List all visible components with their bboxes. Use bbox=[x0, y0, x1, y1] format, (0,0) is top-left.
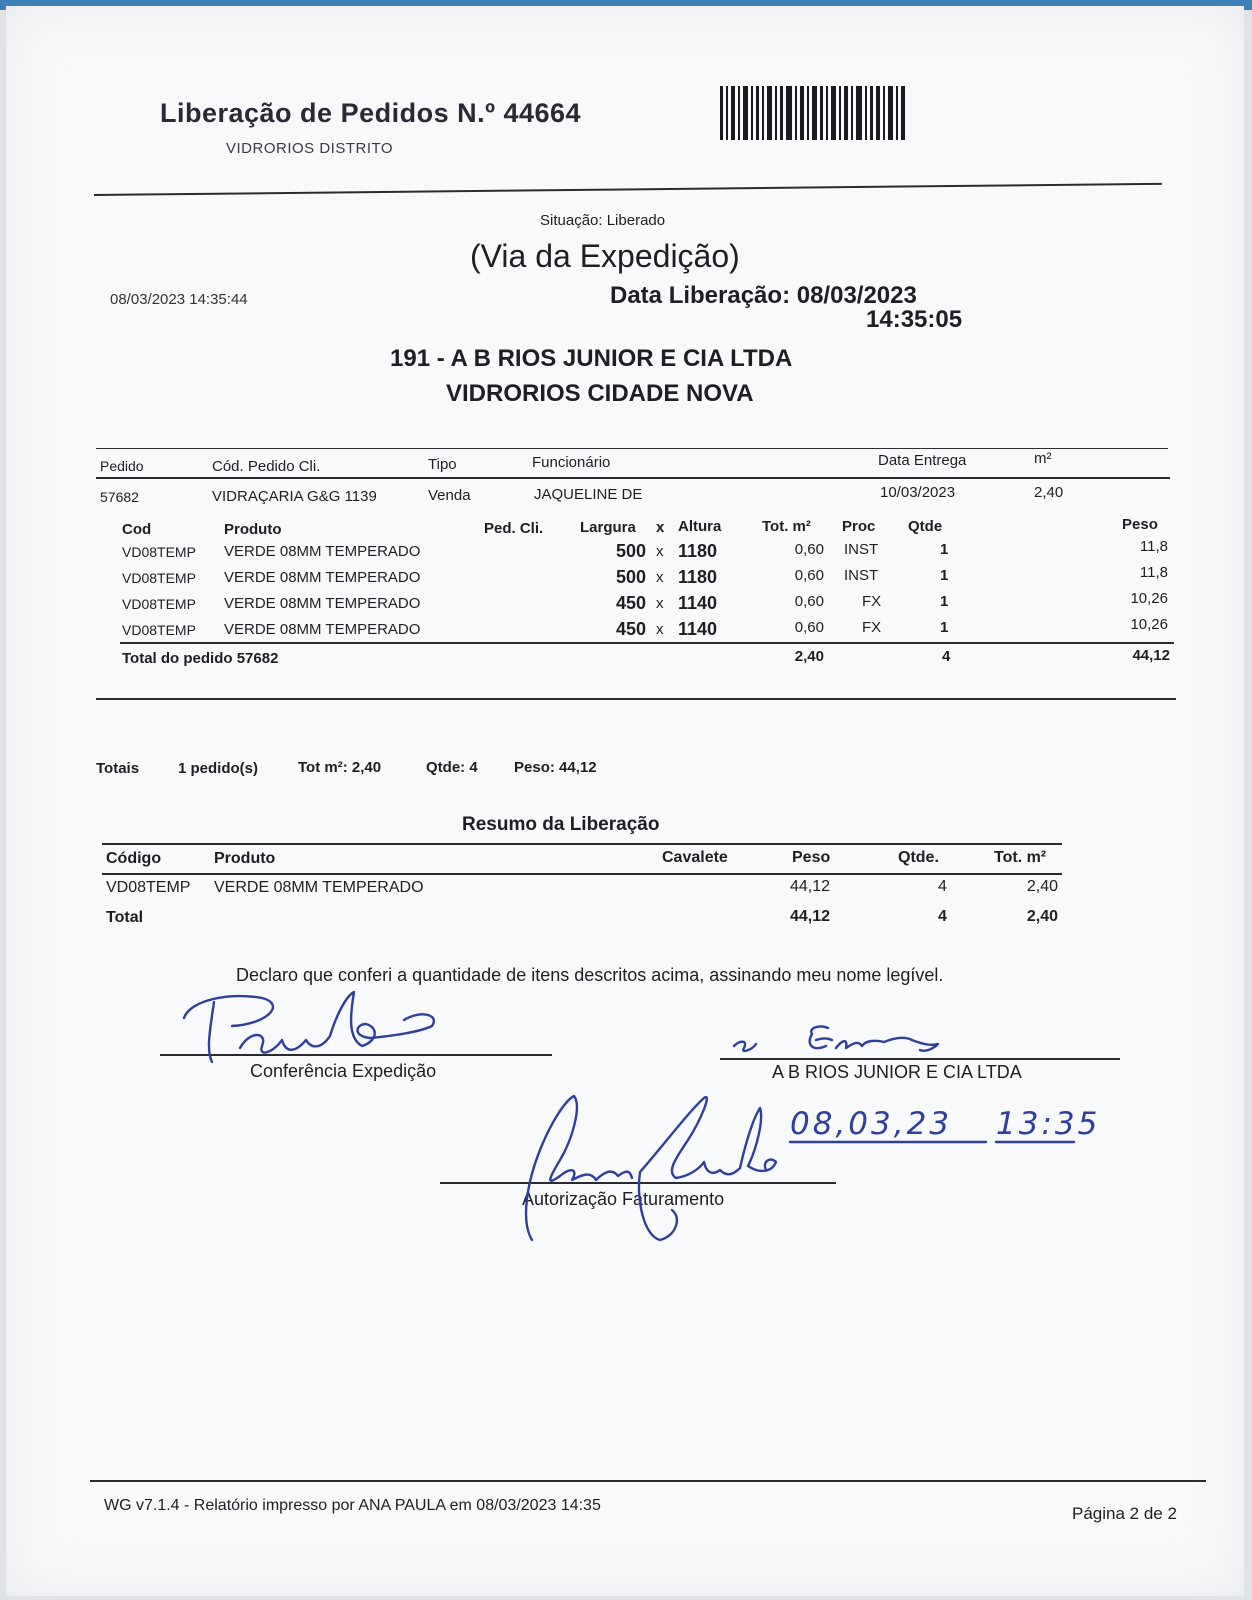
delivery-date: 10/03/2023 bbox=[880, 484, 956, 501]
document-title: Liberação de Pedidos N.º 44664 bbox=[160, 98, 582, 128]
item-1-qtde: 1 bbox=[940, 541, 949, 558]
signature-line-cliente bbox=[720, 1058, 1120, 1060]
printed-timestamp: 08/03/2023 14:35:44 bbox=[110, 291, 248, 308]
item-2-altura: 1180 bbox=[678, 567, 718, 587]
handwritten-date: 08,03,23 bbox=[790, 1106, 953, 1142]
item-2-x: x bbox=[656, 569, 664, 586]
header-pedido: Pedido bbox=[100, 458, 144, 474]
item-4-qtde: 1 bbox=[940, 619, 949, 636]
summary-total-label: Total bbox=[106, 909, 144, 926]
item-1-proc: INST bbox=[844, 541, 879, 558]
item-3-produto: VERDE 08MM TEMPERADO bbox=[224, 595, 421, 612]
summary-header-produto: Produto bbox=[214, 850, 276, 867]
signature-label-cliente: A B RIOS JUNIOR E CIA LTDA bbox=[772, 1062, 1022, 1082]
items-header-proc: Proc bbox=[842, 518, 876, 535]
items-header-peso: Peso bbox=[1122, 516, 1158, 533]
handwritten-time: 13:35 bbox=[996, 1106, 1101, 1142]
item-2-cod: VD08TEMP bbox=[122, 570, 196, 586]
item-4-produto: VERDE 08MM TEMPERADO bbox=[224, 621, 421, 638]
company-name: VIDRORIOS DISTRITO bbox=[226, 140, 394, 157]
summary-row-qtde: 4 bbox=[938, 878, 947, 895]
totals-orders: 1 pedido(s) bbox=[178, 760, 259, 777]
order-m2: 2,40 bbox=[1034, 484, 1064, 501]
order-header-rule bbox=[96, 477, 1170, 479]
order-total-peso: 44,12 bbox=[1132, 647, 1170, 664]
summary-header-qtde: Qtde. bbox=[898, 849, 939, 866]
item-3-peso: 10,26 bbox=[1130, 590, 1168, 607]
summary-header-rule bbox=[102, 873, 1062, 875]
items-bottom-rule bbox=[96, 698, 1176, 700]
items-total-rule bbox=[120, 642, 1174, 644]
item-3-tot-m2: 0,60 bbox=[794, 593, 824, 610]
summary-row-codigo: VD08TEMP bbox=[106, 879, 191, 896]
summary-total-qtde: 4 bbox=[938, 908, 947, 925]
item-3-qtde: 1 bbox=[940, 593, 949, 610]
header-m2: m² bbox=[1034, 450, 1052, 467]
items-header-x: x bbox=[656, 519, 665, 536]
release-date: Data Liberação: 08/03/2023 bbox=[610, 282, 917, 309]
items-header-cod: Cod bbox=[122, 521, 152, 538]
summary-header-tot-m2: Tot. m² bbox=[994, 849, 1047, 866]
order-type: Venda bbox=[428, 487, 471, 504]
order-total-qtde: 4 bbox=[942, 648, 951, 665]
summary-total-tot-m2: 2,40 bbox=[1026, 908, 1058, 925]
copy-label: (Via da Expedição) bbox=[470, 238, 740, 274]
status-text: Situação: Liberado bbox=[540, 212, 666, 229]
signature-label-autorizacao: Autorização Faturamento bbox=[522, 1189, 725, 1209]
item-2-qtde: 1 bbox=[940, 567, 949, 584]
items-header-qtde: Qtde bbox=[908, 518, 943, 535]
summary-row-produto: VERDE 08MM TEMPERADO bbox=[214, 879, 424, 896]
item-1-peso: 11,8 bbox=[1139, 538, 1168, 555]
item-2-produto: VERDE 08MM TEMPERADO bbox=[224, 569, 421, 586]
item-1-largura: 500 bbox=[615, 541, 646, 561]
summary-header-peso: Peso bbox=[792, 849, 831, 866]
items-header-altura: Altura bbox=[678, 518, 722, 535]
item-3-cod: VD08TEMP bbox=[122, 596, 196, 612]
item-2-largura: 500 bbox=[615, 567, 646, 587]
summary-header-codigo: Código bbox=[106, 850, 162, 867]
item-3-largura: 450 bbox=[615, 593, 646, 613]
header-funcionario: Funcionário bbox=[532, 454, 611, 471]
item-4-largura: 450 bbox=[615, 619, 646, 639]
footer-rule bbox=[90, 1480, 1206, 1482]
summary-row-tot-m2: 2,40 bbox=[1026, 878, 1058, 895]
item-1-cod: VD08TEMP bbox=[122, 544, 196, 560]
signature-label-conferencia: Conferência Expedição bbox=[250, 1061, 437, 1081]
employee-name: JAQUELINE DE bbox=[534, 486, 643, 503]
header-tipo: Tipo bbox=[428, 456, 457, 473]
item-2-peso: 11,8 bbox=[1139, 564, 1168, 581]
item-4-peso: 10,26 bbox=[1130, 616, 1168, 633]
summary-total-peso: 44,12 bbox=[790, 908, 831, 925]
declaration-text: Declaro que conferi a quantidade de itens descritos acima, assinando meu nome legível. bbox=[236, 965, 944, 985]
release-time: 14:35:05 bbox=[866, 306, 963, 333]
item-4-x: x bbox=[656, 621, 664, 638]
item-4-proc: FX bbox=[862, 619, 882, 636]
item-1-altura: 1180 bbox=[678, 541, 718, 561]
signature-line-autorizacao bbox=[440, 1182, 836, 1184]
barcode-image bbox=[720, 86, 910, 140]
summary-title: Resumo da Liberação bbox=[462, 814, 660, 835]
summary-header-cavalete: Cavalete bbox=[662, 849, 728, 866]
item-1-tot-m2: 0,60 bbox=[794, 541, 824, 558]
item-1-produto: VERDE 08MM TEMPERADO bbox=[224, 543, 421, 560]
totals-label: Totais bbox=[96, 760, 140, 777]
summary-row-peso: 44,12 bbox=[790, 878, 831, 895]
header-cod-pedido-cli: Cód. Pedido Cli. bbox=[212, 458, 321, 475]
items-header-ped-cli: Ped. Cli. bbox=[484, 520, 544, 537]
client-name: 191 - A B RIOS JUNIOR E CIA LTDA bbox=[390, 345, 793, 372]
order-number: 57682 bbox=[100, 489, 139, 505]
item-3-proc: FX bbox=[862, 593, 882, 610]
order-total-label: Total do pedido 57682 bbox=[122, 650, 279, 667]
totals-peso: Peso: 44,12 bbox=[514, 759, 597, 776]
totals-m2: Tot m²: 2,40 bbox=[298, 759, 382, 776]
summary-top-rule bbox=[102, 843, 1062, 845]
order-total-m2: 2,40 bbox=[794, 648, 824, 665]
items-header-produto: Produto bbox=[224, 521, 282, 538]
item-1-x: x bbox=[656, 543, 664, 560]
client-order-code: VIDRAÇARIA G&G 1139 bbox=[212, 488, 377, 505]
item-3-altura: 1140 bbox=[678, 593, 718, 613]
totals-qtde: Qtde: 4 bbox=[426, 759, 478, 776]
item-2-proc: INST bbox=[844, 567, 879, 584]
store-name: VIDRORIOS CIDADE NOVA bbox=[446, 380, 754, 407]
item-4-tot-m2: 0,60 bbox=[794, 619, 824, 636]
item-4-altura: 1140 bbox=[678, 619, 718, 639]
page-number: Página 2 de 2 bbox=[1072, 1504, 1177, 1523]
footer-printed-by: WG v7.1.4 - Relatório impresso por ANA PAULA em 08/03/2023 14:35 bbox=[104, 1497, 601, 1514]
header-data-entrega: Data Entrega bbox=[878, 452, 967, 469]
order-table-top-rule bbox=[96, 448, 1168, 449]
signature-line-conferencia bbox=[160, 1054, 552, 1056]
item-3-x: x bbox=[656, 595, 664, 612]
items-header-largura: Largura bbox=[580, 519, 636, 536]
item-2-tot-m2: 0,60 bbox=[794, 567, 824, 584]
item-4-cod: VD08TEMP bbox=[122, 622, 196, 638]
items-header-tot-m2: Tot. m² bbox=[762, 518, 811, 535]
